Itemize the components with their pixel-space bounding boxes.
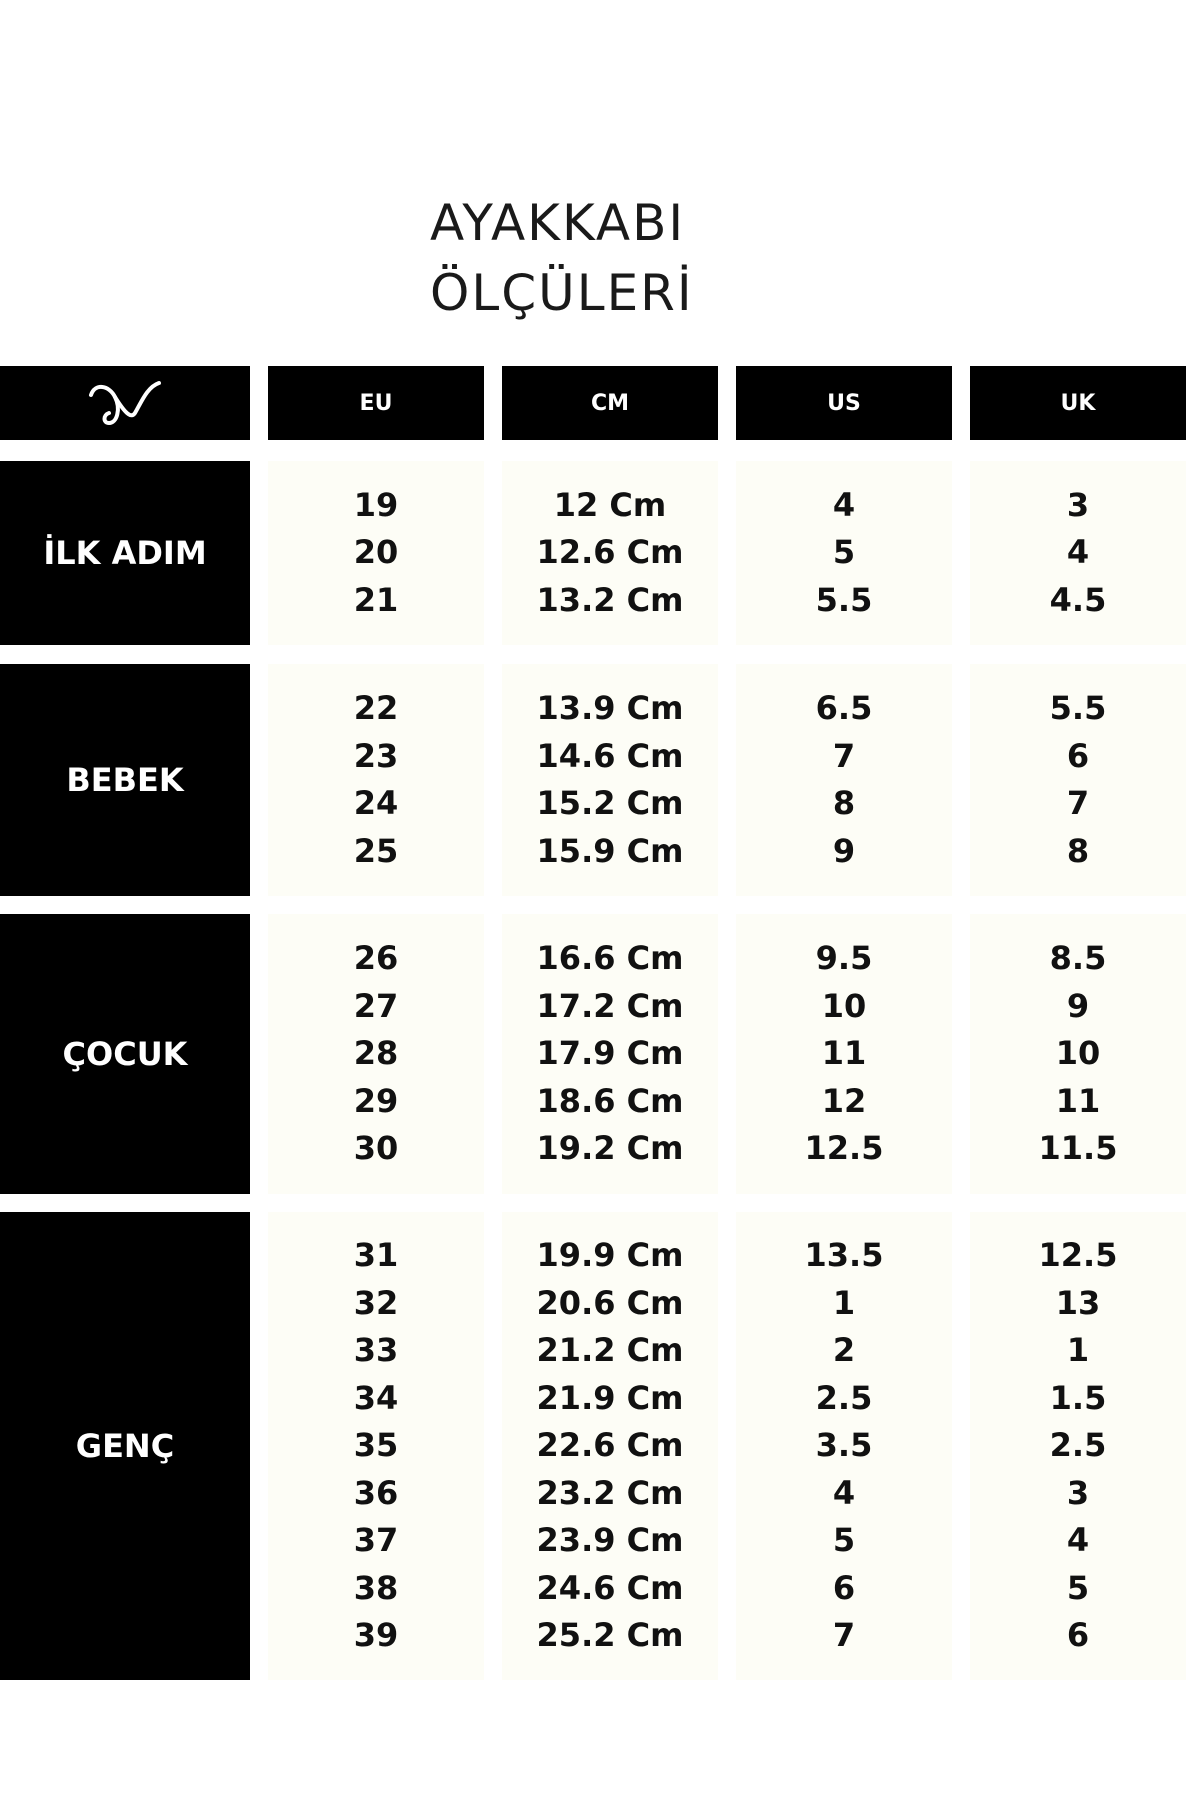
cell-bebek-cm xyxy=(502,664,718,896)
header-uk: UK xyxy=(970,366,1186,440)
cell-cocuk-cm xyxy=(502,914,718,1194)
cell-bebek-us xyxy=(736,664,952,896)
cell-genc-eu xyxy=(268,1212,484,1680)
size-value: 17.9 Cm xyxy=(536,1034,684,1073)
size-value: 6 xyxy=(832,1568,856,1607)
size-value: 12 Cm xyxy=(553,485,667,524)
size-value: 5 xyxy=(832,533,856,572)
size-value: 9 xyxy=(1066,986,1090,1025)
size-value: 4 xyxy=(1066,1521,1090,1560)
size-value: 6 xyxy=(1066,736,1090,775)
size-value: 5.5 xyxy=(815,580,873,619)
group-label-genc: GENÇ xyxy=(0,1212,250,1680)
group-label-bebek: BEBEK xyxy=(0,664,250,896)
size-value: 6 xyxy=(1066,1616,1090,1655)
size-value: 11 xyxy=(1055,1081,1101,1120)
cell-cocuk-uk xyxy=(970,914,1186,1194)
size-value: 3 xyxy=(1066,1473,1090,1512)
size-value: 26 xyxy=(353,939,399,978)
size-value: 30 xyxy=(353,1129,399,1168)
size-value: 33 xyxy=(353,1331,399,1370)
size-value: 12.5 xyxy=(804,1129,884,1168)
size-value: 13.2 Cm xyxy=(536,580,684,619)
size-value: 7 xyxy=(832,736,856,775)
size-value: 38 xyxy=(353,1568,399,1607)
size-value: 23 xyxy=(353,736,399,775)
cell-ilk-adim-uk xyxy=(970,461,1186,645)
size-value: 3.5 xyxy=(815,1426,873,1465)
size-value: 24.6 Cm xyxy=(536,1568,684,1607)
cell-genc-uk xyxy=(970,1212,1186,1680)
size-value: 13 xyxy=(1055,1283,1101,1322)
header-cm: CM xyxy=(502,366,718,440)
size-value: 4 xyxy=(832,1473,856,1512)
size-value: 5 xyxy=(832,1521,856,1560)
size-value: 23.2 Cm xyxy=(536,1473,684,1512)
size-value: 8.5 xyxy=(1049,939,1107,978)
size-value: 5 xyxy=(1066,1568,1090,1607)
size-value: 10 xyxy=(821,986,867,1025)
group-label-ilk-adim: İLK ADIM xyxy=(0,461,250,645)
size-value: 6.5 xyxy=(815,689,873,727)
size-value: 4 xyxy=(1066,533,1090,572)
size-value: 18.6 Cm xyxy=(536,1081,684,1120)
size-value: 11.5 xyxy=(1038,1129,1118,1168)
size-value: 15.2 Cm xyxy=(536,784,684,822)
size-value: 2.5 xyxy=(815,1378,873,1417)
size-value: 32 xyxy=(353,1283,399,1322)
size-value: 4 xyxy=(832,485,856,524)
size-value: 28 xyxy=(353,1034,399,1073)
size-value: 4.5 xyxy=(1049,580,1107,619)
brand-monogram-icon xyxy=(85,373,165,433)
size-value: 8 xyxy=(832,784,856,822)
size-value: 21 xyxy=(353,580,399,619)
size-value: 12 xyxy=(821,1081,867,1120)
cell-ilk-adim-eu xyxy=(268,461,484,645)
size-value: 29 xyxy=(353,1081,399,1120)
page-title-line2: ÖLÇÜLERİ xyxy=(430,264,694,322)
size-value: 36 xyxy=(353,1473,399,1512)
size-value: 9.5 xyxy=(815,939,873,978)
size-value: 1 xyxy=(1066,1331,1090,1370)
size-value: 31 xyxy=(353,1236,399,1275)
size-value: 9 xyxy=(832,831,856,870)
size-value: 25 xyxy=(353,831,399,870)
size-value: 34 xyxy=(353,1378,399,1417)
cell-genc-us xyxy=(736,1212,952,1680)
cell-cocuk-us xyxy=(736,914,952,1194)
header-eu: EU xyxy=(268,366,484,440)
size-value: 1 xyxy=(832,1283,856,1322)
size-value: 11 xyxy=(821,1034,867,1073)
size-value: 19 xyxy=(353,485,399,524)
group-label-cocuk: ÇOCUK xyxy=(0,914,250,1194)
size-value: 20.6 Cm xyxy=(536,1283,684,1322)
size-value: 2 xyxy=(832,1331,856,1370)
size-value: 13.5 xyxy=(804,1236,884,1275)
size-value: 10 xyxy=(1055,1034,1101,1073)
size-value: 7 xyxy=(832,1616,856,1655)
cell-bebek-eu xyxy=(268,664,484,896)
size-value: 22.6 Cm xyxy=(536,1426,684,1465)
size-value: 19.9 Cm xyxy=(536,1236,684,1275)
size-value: 14.6 Cm xyxy=(536,736,684,775)
cell-bebek-uk xyxy=(970,664,1186,896)
size-value: 39 xyxy=(353,1616,399,1655)
size-value: 8 xyxy=(1066,831,1090,870)
page-title-line1: AYAKKABI xyxy=(430,194,686,252)
cell-cocuk-eu xyxy=(268,914,484,1194)
size-value: 23.9 Cm xyxy=(536,1521,684,1560)
size-value: 25.2 Cm xyxy=(536,1616,684,1655)
header-us: US xyxy=(736,366,952,440)
size-value: 19.2 Cm xyxy=(536,1129,684,1168)
size-value: 15.9 Cm xyxy=(536,831,684,870)
size-value: 21.2 Cm xyxy=(536,1331,684,1370)
size-value: 12.6 Cm xyxy=(536,533,684,572)
logo-cell xyxy=(0,366,250,440)
size-value: 20 xyxy=(353,533,399,572)
size-value: 22 xyxy=(353,689,399,727)
cell-ilk-adim-cm xyxy=(502,461,718,645)
size-value: 2.5 xyxy=(1049,1426,1107,1465)
size-value: 21.9 Cm xyxy=(536,1378,684,1417)
size-value: 1.5 xyxy=(1049,1378,1107,1417)
cell-genc-cm xyxy=(502,1212,718,1680)
size-value: 12.5 xyxy=(1038,1236,1118,1275)
size-value: 3 xyxy=(1066,485,1090,524)
size-value: 37 xyxy=(353,1521,399,1560)
size-value: 16.6 Cm xyxy=(536,939,684,978)
size-value: 27 xyxy=(353,986,399,1025)
size-value: 24 xyxy=(353,784,399,822)
size-value: 17.2 Cm xyxy=(536,986,684,1025)
size-value: 7 xyxy=(1066,784,1090,822)
size-value: 5.5 xyxy=(1049,689,1107,727)
cell-ilk-adim-us xyxy=(736,461,952,645)
size-value: 35 xyxy=(353,1426,399,1465)
size-value: 13.9 Cm xyxy=(536,689,684,727)
